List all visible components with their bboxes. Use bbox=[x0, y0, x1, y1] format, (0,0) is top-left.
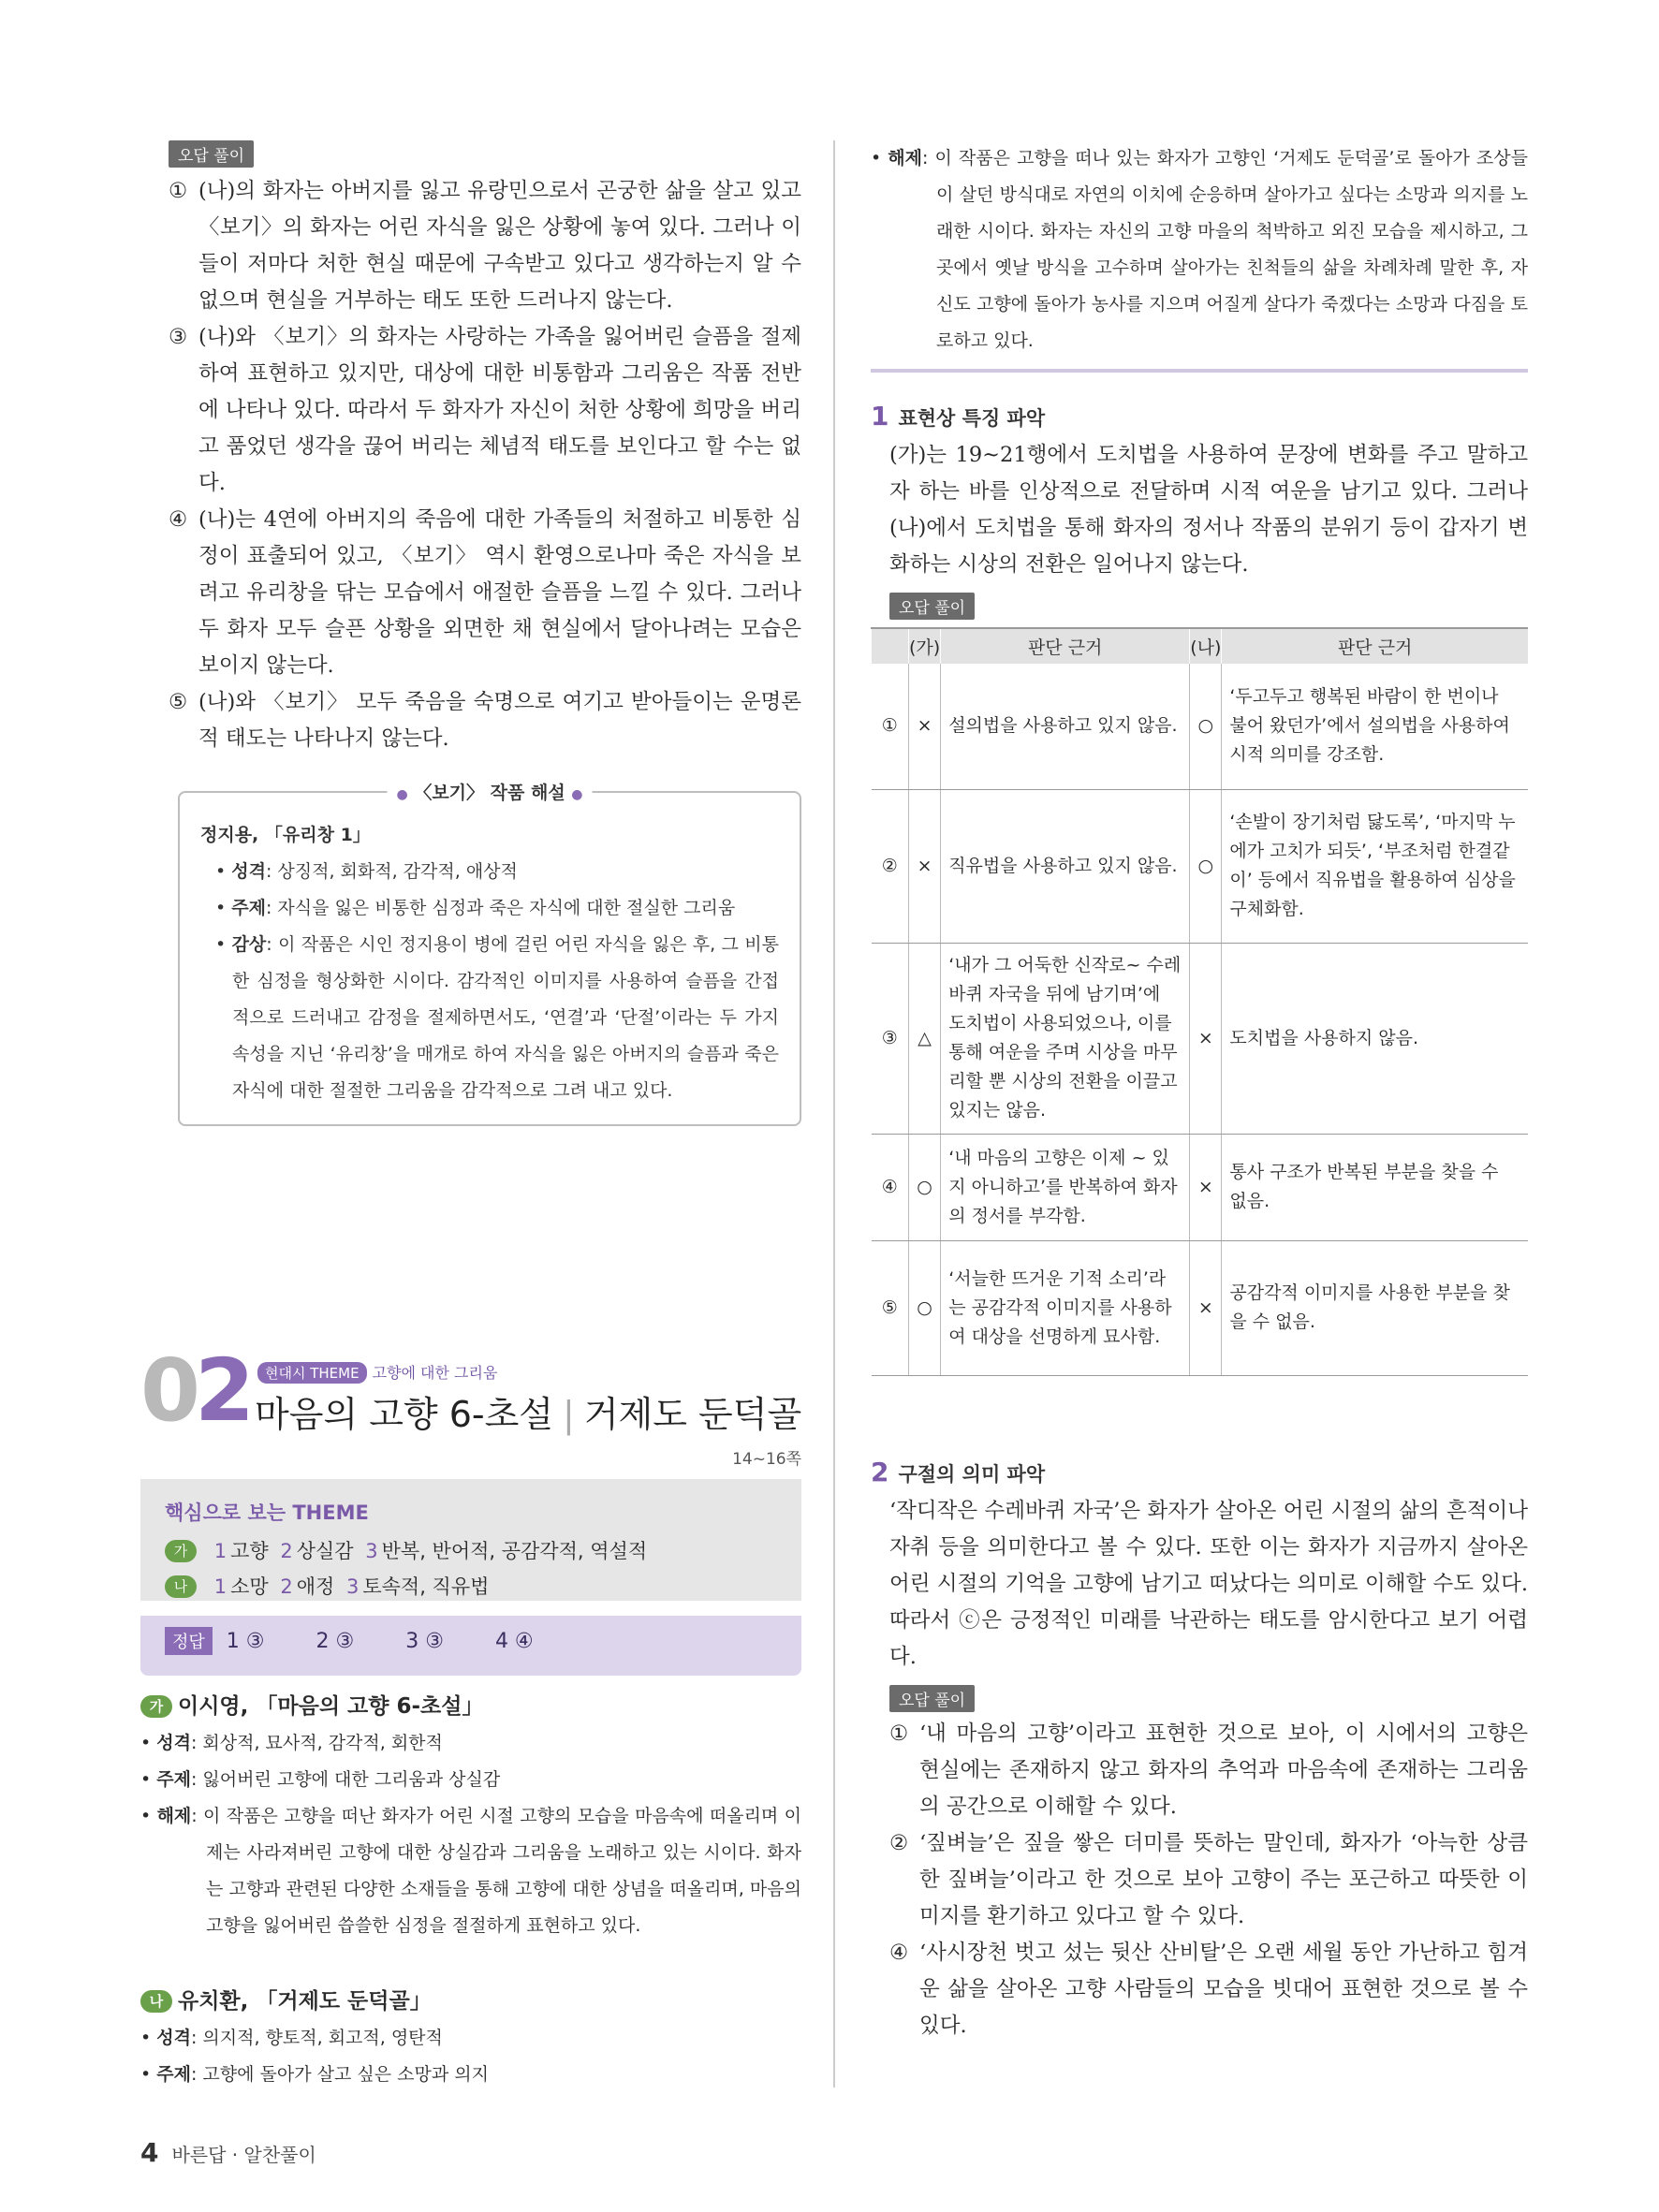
table-header: (가) bbox=[909, 628, 941, 664]
table-header: (나) bbox=[1190, 628, 1222, 664]
bogi-commentary-box bbox=[178, 783, 801, 1126]
poem-na-haeje: • 해제: 이 작품은 고향을 떠나 있는 화자가 고향인 ‘거제도 둔덕골’로 돌아가 조상들이 살던 방식대로 자연의 이치에 순응하며 살아가고 싶다는 소망과 의지를 노래한 시이다. 화자는 자신의 고향 마을의 척박하고 외진 모습을 제시하고, 그곳에서 옛날 방식을 고수하며 살아가는 친척들의 삶을 차례차례 말한 후, 자신도 고향에 돌아가 농사를 지으며 어질게 살다가 죽겠다는 소망과 다짐을 토로하고 있다. bbox=[871, 140, 1528, 373]
right-column bbox=[871, 140, 1528, 2044]
section-title: 마음의 고향 6-초설 | 거제도 둔덕골 bbox=[255, 1394, 802, 1435]
list-item: ④ (나)는 4연에 아버지의 죽음에 대한 가족들의 처절하고 비통한 심정이 표출되어 있고, 〈보기〉 역시 환영으로나마 죽은 자식을 보려고 유리창을 닦는 모습에서 애절한 슬픔을 느낄 수 있다. 그러나 두 화자 모두 슬픈 상황을 외면한 채 현실에서 달아나려는 모습은 보이지 않는다. bbox=[169, 507, 801, 678]
list-item: ⑤ (나)와 〈보기〉 모두 죽음을 숙명으로 여기고 받아들이는 운명론적 태도는 나타나지 않는다. bbox=[169, 690, 801, 751]
table-header-row bbox=[872, 628, 1529, 664]
list-item: ② ‘짚벼늘’은 짚을 쌓은 더미를 뜻하는 말인데, 화자가 ‘아늑한 상큼한 짚벼늘’이라고 한 것으로 보아 고향이 주는 포근하고 따뜻한 이미지를 환기하고 있다고 할 수 있다. bbox=[889, 1830, 1528, 1928]
page-range: 14~16쪽 bbox=[732, 1450, 801, 1469]
table-row: ③ △ ‘내가 그 어둑한 신작로~ 수레바퀴 자국을 뒤에 남기며’에 도치법이 사용되었으나, 이를 통해 여운을 주며 시상을 마무리할 뿐 시상의 전환을 이끌고 있지는 않음. × 도치법을 사용하지 않음. bbox=[872, 943, 1529, 1134]
bogi-line: • 주제: 자식을 잃은 비통한 심정과 죽은 자식에 대한 절실한 그리움 bbox=[215, 898, 736, 918]
wrong-answer-tag: 오답 풀이 bbox=[169, 140, 254, 168]
list-item: ① ‘내 마음의 고향’이라고 표현한 것으로 보아, 이 시에서의 고향은 현실에는 존재하지 않고 화자의 추억과 마음속에 존재하는 그리움의 공간으로 이해할 수 있다. bbox=[889, 1721, 1528, 1819]
question-2-list bbox=[871, 1716, 1528, 2044]
theme-row-na: 나 1 소망 2 애정 3 토속적, 직유법 bbox=[165, 1569, 777, 1604]
poem-line: • 성격: 회상적, 묘사적, 감각적, 회한적 bbox=[140, 1733, 443, 1753]
poem-line: • 성격: 의지적, 향토적, 회고적, 영탄적 bbox=[140, 2028, 443, 2048]
table-row: ⑤ ○ ‘서늘한 뜨거운 기적 소리’라는 공감각적 이미지를 사용하여 대상을 선명하게 묘사함. × 공감각적 이미지를 사용한 부분을 찾을 수 없음. bbox=[872, 1240, 1529, 1375]
wrong-answer-list bbox=[169, 173, 801, 757]
table-row: ④ ○ ‘내 마음의 고향은 이제 ~ 있지 아니하고’를 반복하여 화자의 정서를 부각함. × 통사 구조가 반복된 부분을 찾을 수 없음. bbox=[872, 1134, 1529, 1240]
answer-box bbox=[140, 1616, 801, 1676]
left-column bbox=[169, 140, 801, 1126]
table-row: ① × 설의법을 사용하고 있지 않음. ○ ‘두고두고 행복된 바람이 한 번이나 불어 왔던가’에서 설의법을 사용하여 시적 의미를 강조함. bbox=[872, 664, 1529, 789]
section-number: 02 bbox=[140, 1340, 250, 1441]
theme-summary-box bbox=[140, 1479, 801, 1601]
list-item: ③ (나)와 〈보기〉의 화자는 사랑하는 가족을 잃어버린 슬픔을 절제하여 표현하고 있지만, 대상에 대한 비통함과 그리움은 작품 전반에 나타나 있다. 따라서 두 화자가 자신이 처한 상황에 희망을 버리고 품었던 생각을 끊어 버리는 체념적 태도를 보인다고 할 수는 없다. bbox=[169, 325, 801, 495]
question-1 bbox=[871, 401, 1528, 1376]
answer-item: 4 ④ bbox=[494, 1630, 534, 1653]
poem-na-title: 나 유치환, 「거제도 둔덕골」 bbox=[140, 1985, 801, 2018]
page-number: 4 bbox=[140, 2137, 159, 2168]
wrong-answer-tag: 오답 풀이 bbox=[889, 1685, 975, 1712]
poem-line: • 주제: 잃어버린 고향에 대한 그리움과 상실감 bbox=[140, 1769, 501, 1790]
poem-ga-title: 가 이시영, 「마음의 고향 6-초설」 bbox=[140, 1690, 801, 1723]
question-1-text: (가)는 19~21행에서 도치법을 사용하여 문장에 변화를 주고 말하고자 하는 바를 인상적으로 전달하며 시적 여운을 남기고 있다. 그러나 (나)에서 도치법을 통해 화자의 정서나 작품의 분위기 등이 갑자기 변화하는 시상의 전환은 일어나지 않는다. bbox=[889, 443, 1528, 577]
table-header bbox=[872, 628, 909, 664]
footer-text: 바른답 · 알찬풀이 bbox=[171, 2144, 316, 2166]
answer-item: 2 ③ bbox=[316, 1630, 355, 1653]
question-2-head: 2 구절의 의미 파악 bbox=[871, 1456, 1046, 1487]
table-header: 판단 근거 bbox=[1222, 628, 1528, 664]
wrong-answer-tag: 오답 풀이 bbox=[889, 593, 975, 620]
list-item: ① (나)의 화자는 아버지를 잃고 유랑민으로서 곤궁한 삶을 살고 있고 〈보기〉의 화자는 어린 자식을 잃은 상황에 놓여 있다. 그러나 이들이 저마다 처한 현실 때문에 구속받고 있다고 생각하는지 알 수 없으며 현실을 거부하는 태도 또한 드러나지 않는다. bbox=[169, 179, 801, 313]
poem-line: • 해제: 이 작품은 고향을 떠난 화자가 어린 시절 고향의 모습을 마음속에 떠올리며 이제는 사라져버린 고향에 대한 상실감과 그리움을 노래하고 있는 시이다. 화자는 고향과 관련된 다양한 소재들을 통해 고향에 대한 상념을 떠올리며, 마음의 고향을 잃어버린 씁쓸한 심정을 절절하게 표현하고 있다. bbox=[140, 1806, 801, 1936]
theme-row-ga: 가 1 고향 2 상실감 3 반복, 반어적, 공감각적, 역설적 bbox=[165, 1533, 777, 1569]
bogi-title: ● 〈보기〉 작품 해설 ● bbox=[387, 779, 592, 804]
question-2 bbox=[871, 1457, 1528, 2044]
bogi-work: 정지용, 「유리창 1」 bbox=[200, 825, 371, 845]
question-1-head: 1 표현상 특징 파악 bbox=[871, 401, 1046, 432]
question-2-text: ‘작디작은 수레바퀴 자국’은 화자가 살아온 어린 시절의 삶의 흔적이나 자취 등을 의미한다고 볼 수 있다. 또한 이는 화자가 지금까지 살아온 어린 시절의 기억을 고향에 남기고 떠났다는 의미로 이해할 수도 있다. 따라서 ⓒ은 긍정적인 미래를 낙관하는 태도를 암시한다고 보기 어렵다. bbox=[889, 1498, 1528, 1669]
poem-na-block bbox=[140, 1985, 801, 2093]
answer-tag: 정답 bbox=[165, 1627, 213, 1655]
answer-item: 3 ③ bbox=[405, 1630, 444, 1653]
theme-box-title: 핵심으로 보는 THEME bbox=[165, 1502, 369, 1524]
column-divider bbox=[833, 140, 835, 2087]
list-item: ④ ‘사시장천 벗고 섰는 뒷산 산비탈’은 오랜 세월 동안 가난하고 힘겨운 삶을 살아온 고향 사람들의 모습을 빗대어 표현한 것으로 볼 수 있다. bbox=[889, 1940, 1528, 2038]
poem-ga-block bbox=[140, 1690, 801, 1944]
answer-item: 1 ③ bbox=[226, 1630, 265, 1653]
poem-line: • 주제: 고향에 돌아가 살고 싶은 소망과 의지 bbox=[140, 2064, 489, 2085]
bogi-line: • 감상: 이 작품은 시인 정지용이 병에 걸린 어린 자식을 잃은 후, 그 비통한 심정을 형상화한 시이다. 감각적인 이미지를 사용하여 슬픔을 간접적으로 드러내고 감정을 절제하면서도, ‘연결’과 ‘단절’이라는 두 가지 속성을 지닌 ‘유리창’을 매개로 하여 자식을 잃은 아버지의 슬픔과 죽은 자식에 대한 절절한 그리움을 감각적으로 그려 내고 있다. bbox=[215, 934, 779, 1101]
judgment-table bbox=[871, 627, 1528, 1376]
theme-line: 현대시 THEME 고향에 대한 그리움 bbox=[257, 1361, 497, 1384]
bogi-line: • 성격: 상징적, 회화적, 감각적, 애상적 bbox=[215, 861, 518, 882]
page-footer bbox=[140, 2137, 316, 2168]
table-header: 판단 근거 bbox=[941, 628, 1190, 664]
table-row: ② × 직유법을 사용하고 있지 않음. ○ ‘손발이 장기처럼 닳도록’, ‘마지막 누에가 고치가 되듯’, ‘부조처럼 한결같이’ 등에서 직유법을 활용하여 심상을 구체화함. bbox=[872, 789, 1529, 943]
